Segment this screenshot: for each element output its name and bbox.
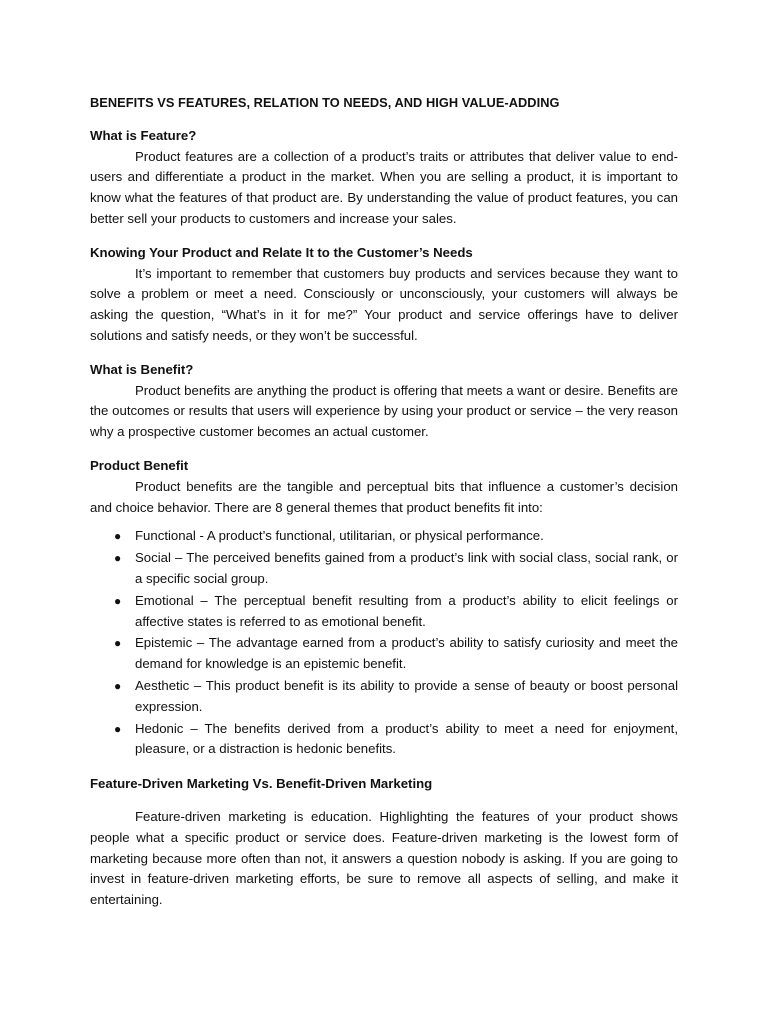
section-paragraph: Feature-driven marketing is education. Highlighting the features of your product shows people what a specific product or service does. Feature-driven marketing is the lowest form of marketing because more often than not, it answers a question nobody is asking. If you are going to invest in feature-driven marketing efforts, be sure to remove all aspects of selling, and make it entertaining. <box>90 808 678 908</box>
section-heading: Knowing Your Product and Relate It to the Customer’s Needs <box>90 244 473 260</box>
section-what-is-benefit <box>90 360 678 443</box>
bullet-icon: ● <box>114 529 122 544</box>
section-paragraph: It’s important to remember that customers buy products and services because they want to solve a problem or meet a need. Consciously or unconsciously, your customers will always be asking the question, “What’s in it for me?” Your product and service offerings have to deliver solutions and satisfy needs, or they won’t be successful. <box>90 265 678 343</box>
section-heading: Feature-Driven Marketing Vs. Benefit-Driven Marketing <box>90 776 433 792</box>
benefit-themes-list <box>90 526 678 760</box>
section-feature-vs-benefit-marketing <box>90 774 678 911</box>
section-knowing-your-product <box>90 243 678 347</box>
section-heading: What is Benefit? <box>90 361 194 377</box>
bullet-icon: ● <box>114 636 122 651</box>
document-title: BENEFITS VS FEATURES, RELATION TO NEEDS, AND HIGH VALUE-ADDING <box>90 95 560 110</box>
section-what-is-feature <box>90 126 678 230</box>
section-paragraph: Product benefits are anything the product is offering that meets a want or desire. Benefits are the outcomes or results that users will experience by using your product or service – the very reason why a prospective customer becomes an actual customer. <box>90 382 678 440</box>
document-page <box>90 93 678 911</box>
section-product-benefit <box>90 456 678 760</box>
list-item: ● Functional - A product’s functional, utilitarian, or physical performance. <box>90 526 678 547</box>
list-item: ● Social – The perceived benefits gained from a product’s link with social class, social rank, or a specific social group. <box>114 550 678 586</box>
list-item: ● Hedonic – The benefits derived from a product’s ability to meet a need for enjoyment, pleasure, or a distraction is hedonic benefits. <box>114 720 678 757</box>
section-heading: What is Feature? <box>90 127 197 143</box>
bullet-icon: ● <box>114 551 122 566</box>
bullet-icon: ● <box>114 678 122 693</box>
bullet-icon: ● <box>114 721 122 736</box>
list-item: ● Epistemic – The advantage earned from a product’s ability to satisfy curiosity and meet the demand for knowledge is an epistemic benefit. <box>114 635 678 672</box>
bullet-icon: ● <box>114 593 122 608</box>
list-item: ● Aesthetic – This product benefit is its ability to provide a sense of beauty or boost personal expression. <box>114 677 678 714</box>
section-heading: Product Benefit <box>90 457 189 473</box>
section-paragraph: Product benefits are the tangible and perceptual bits that influence a customer’s decision and choice behavior. There are 8 general themes that product benefits fit into: <box>90 478 678 515</box>
list-item: ● Emotional – The perceptual benefit resulting from a product’s ability to elicit feelings or affective states is referred to as emotional benefit. <box>114 592 678 629</box>
section-paragraph: Product features are a collection of a product’s traits or attributes that deliver value to end-users and differentiate a product in the market. When you are selling a product, it is important to know what the features of that product are. By understanding the value of product features, you can better sell your products to customers and increase your sales. <box>90 148 678 226</box>
